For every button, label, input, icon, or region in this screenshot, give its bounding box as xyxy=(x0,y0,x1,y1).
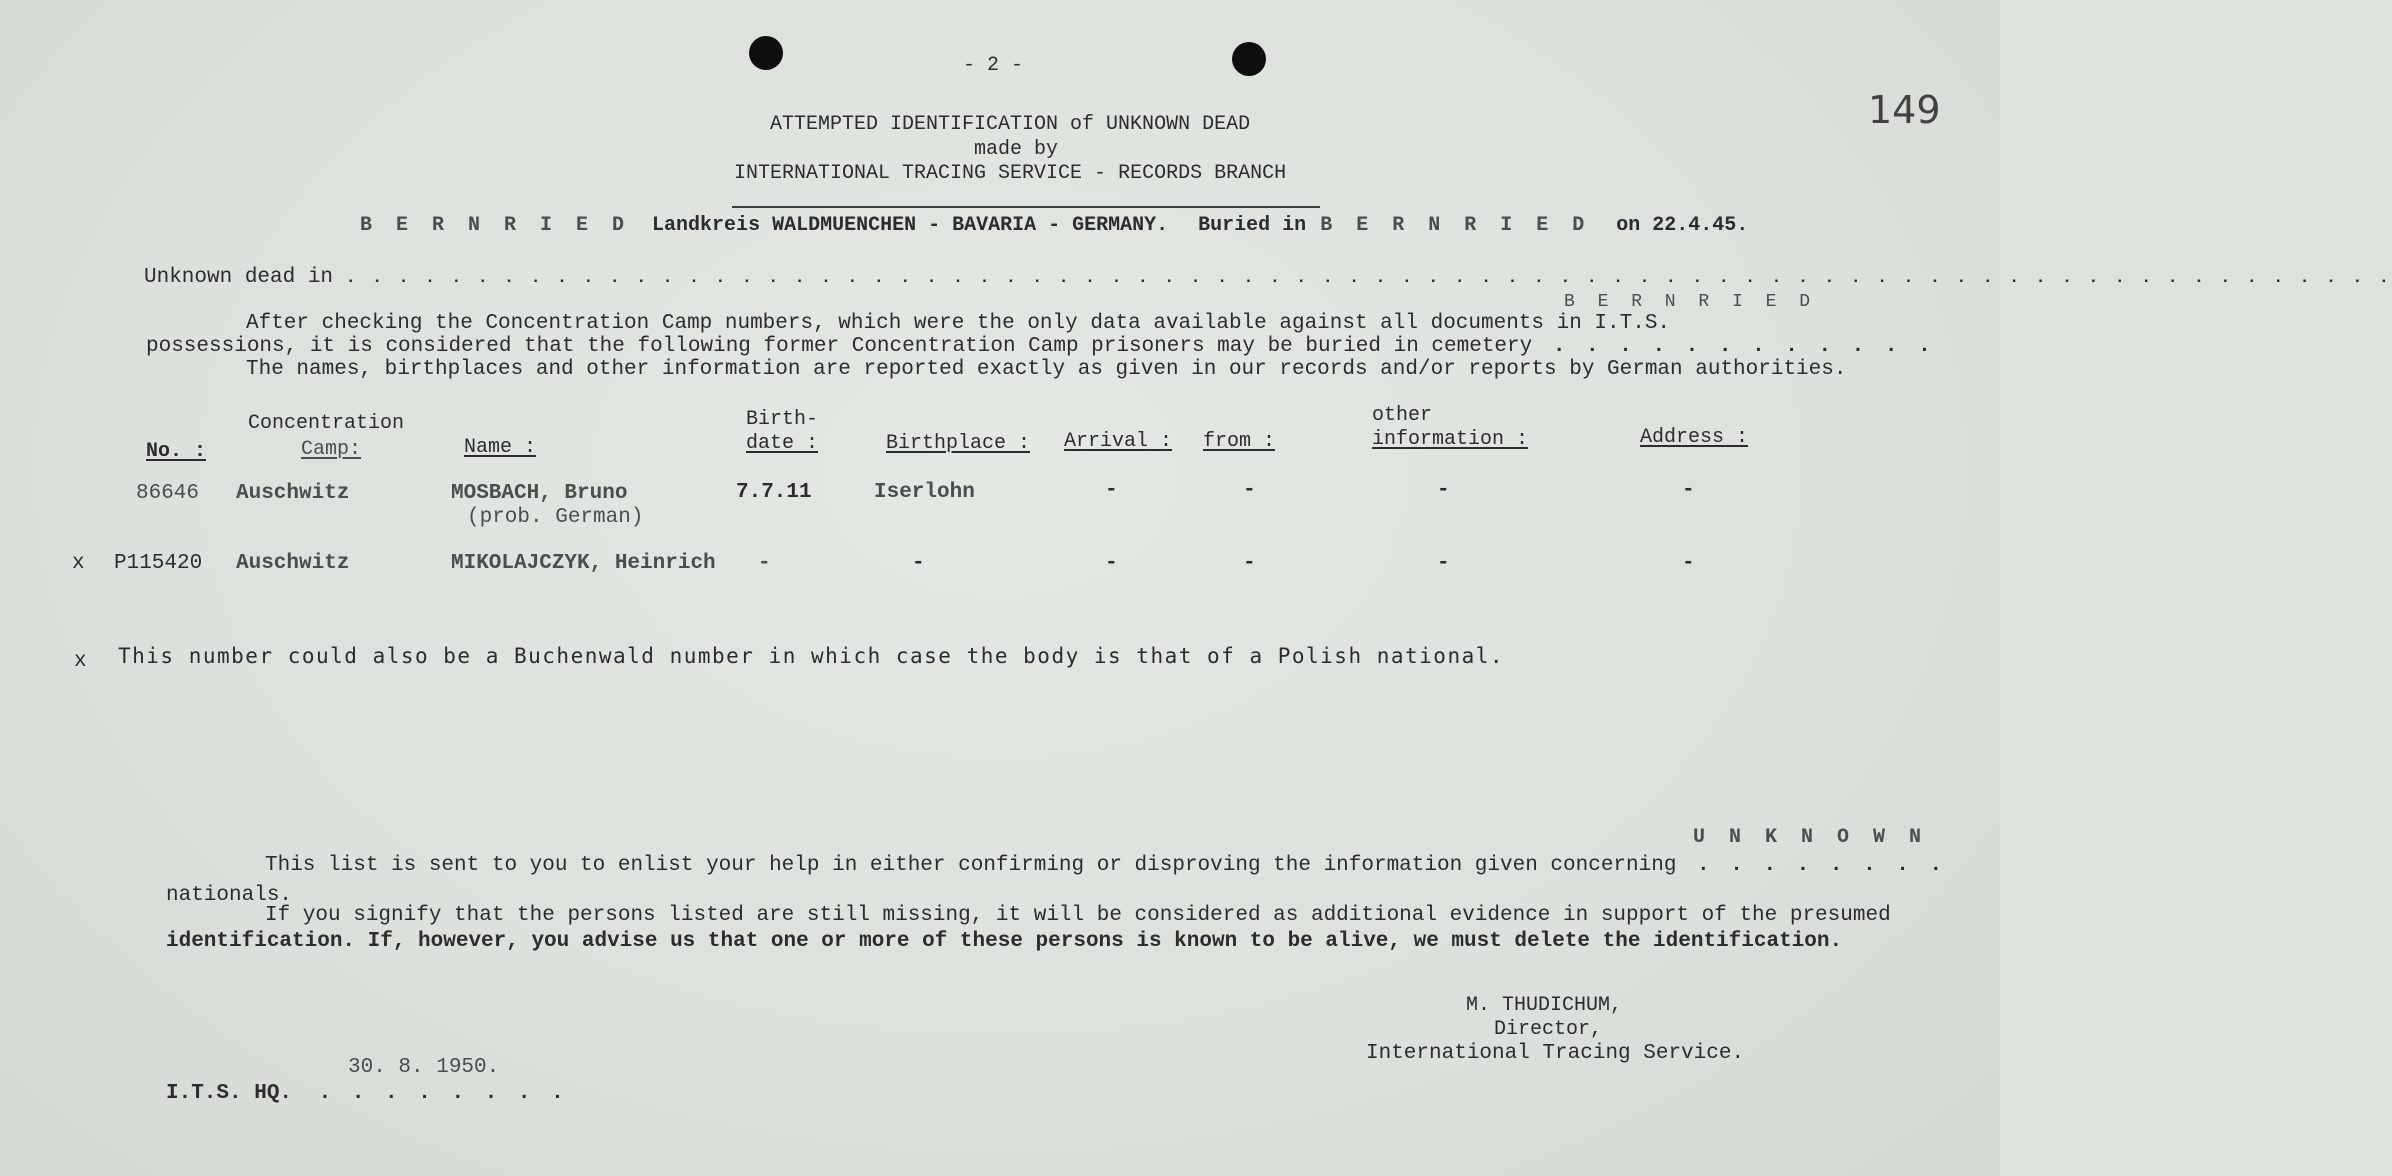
row-other: - xyxy=(1437,552,1450,575)
location-buried-place: B E R N R I E D xyxy=(1320,214,1591,237)
col-header-from: from : xyxy=(1203,430,1276,453)
closing-line-1-text: This list is sent to you to enlist your help in either confirming or disproving the information given concerning xyxy=(265,854,1677,877)
row-camp: Auschwitz xyxy=(236,552,350,575)
location-place: B E R N R I E D xyxy=(360,214,631,237)
col-header-no: No. : xyxy=(146,440,207,463)
archive-number: 149 xyxy=(1868,88,1941,132)
footer-hq xyxy=(166,1082,568,1105)
row-from: - xyxy=(1243,479,1256,502)
intro-overtype-place: B E R N R I E D xyxy=(1564,292,1817,312)
signature-name: M. THUDICHUM, xyxy=(1466,994,1623,1017)
row-address: - xyxy=(1682,479,1695,502)
location-line xyxy=(360,214,1748,237)
row-number: 86646 xyxy=(136,482,200,505)
row-arrival: - xyxy=(1105,479,1118,502)
intro-line-3: The names, birthplaces and other information are reported exactly as given in our records and/or reports by German authorities. xyxy=(246,358,1847,381)
footer-date: 30. 8. 1950. xyxy=(348,1056,500,1079)
unknown-dead-label: Unknown dead in xyxy=(144,266,334,289)
header-camp-top: Concentration xyxy=(248,412,405,435)
row-birthplace: Iserlohn xyxy=(874,481,975,504)
col-header-address: Address : xyxy=(1640,426,1749,449)
footnote-text: This number could also be a Buchenwald number in which case the body is that of a Polish national. xyxy=(118,644,1505,668)
row-birthdate: 7.7.11 xyxy=(736,481,812,504)
row-birthdate: - xyxy=(758,552,771,575)
row-marker: x xyxy=(72,552,85,575)
intro-line-2-text: possessions, it is considered that the following former Concentration Camp prisoners may be buried in cemetery xyxy=(146,335,1533,358)
row-address: - xyxy=(1682,552,1695,575)
row-other: - xyxy=(1437,479,1450,502)
col-header-name: Name : xyxy=(464,436,537,459)
row-birthplace: - xyxy=(912,552,925,575)
closing-overtype-unknown: U N K N O W N xyxy=(1693,826,1928,849)
col-header-arrival: Arrival : xyxy=(1064,430,1173,453)
header-other-top: other xyxy=(1372,404,1433,427)
header-birth-top: Birth- xyxy=(746,408,819,431)
punch-hole-left xyxy=(749,36,783,70)
closing-line-1 xyxy=(265,854,1946,877)
row-arrival: - xyxy=(1105,552,1118,575)
col-header-other: information : xyxy=(1372,428,1529,451)
closing-line-4: identification. If, however, you advise us that one or more of these persons is known to be alive, we must delete the identification. xyxy=(166,930,1843,953)
header-title: ATTEMPTED IDENTIFICATION of UNKNOWN DEAD xyxy=(770,113,1251,136)
location-buried-label: Buried in xyxy=(1198,214,1307,237)
unknown-dead-line xyxy=(144,266,2392,289)
unknown-dead-dots: . . . . . . . . . . . . . . . . . . . . . . . . . . . . . . . . . . . . . . . . . . . . . . . . . . . . . . . . . . . . . . . . . . . . . . . . . . . . . . xyxy=(345,269,2392,288)
footnote-marker: x xyxy=(74,650,87,673)
col-header-camp: Camp: xyxy=(300,438,361,461)
closing-line-3: If you signify that the persons listed are still missing, it will be considered as additional evidence in support of the presumed xyxy=(265,904,1891,927)
row-from: - xyxy=(1243,552,1256,575)
intro-line-2-dots: . . . . . . . . . . . . xyxy=(1552,335,1935,358)
row-name-note: (prob. German) xyxy=(467,506,644,529)
header-made-by: made by xyxy=(974,138,1059,161)
signature-title: Director, xyxy=(1494,1018,1603,1041)
header-organization: INTERNATIONAL TRACING SERVICE - RECORDS BRANCH xyxy=(734,162,1287,185)
intro-line-1: After checking the Concentration Camp numbers, which were the only data available against all documents in I.T.S. xyxy=(246,312,1671,335)
row-camp: Auschwitz xyxy=(236,482,350,505)
page-marker: - 2 - xyxy=(963,54,1024,77)
header-rule xyxy=(732,206,1320,208)
location-district: Landkreis WALDMUENCHEN - BAVARIA - GERMANY. xyxy=(652,214,1169,237)
row-number: P115420 xyxy=(114,552,203,575)
row-name: MOSBACH, Bruno xyxy=(451,482,628,505)
intro-line-2 xyxy=(146,335,1935,358)
footer-hq-dots: . . . . . . . . xyxy=(318,1082,568,1105)
footer-hq-label: I.T.S. HQ. xyxy=(166,1082,293,1105)
col-header-birthplace: Birthplace : xyxy=(886,432,1031,455)
col-header-birthdate: date : xyxy=(746,432,819,455)
location-date: on 22.4.45. xyxy=(1616,214,1749,237)
signature-organization: International Tracing Service. xyxy=(1366,1042,1745,1065)
punch-hole-right xyxy=(1232,42,1266,76)
closing-line-1-dots: . . . . . . . . xyxy=(1697,854,1947,877)
closing-line-2: nationals. xyxy=(166,884,293,907)
row-name: MIKOLAJCZYK, Heinrich xyxy=(451,552,716,575)
